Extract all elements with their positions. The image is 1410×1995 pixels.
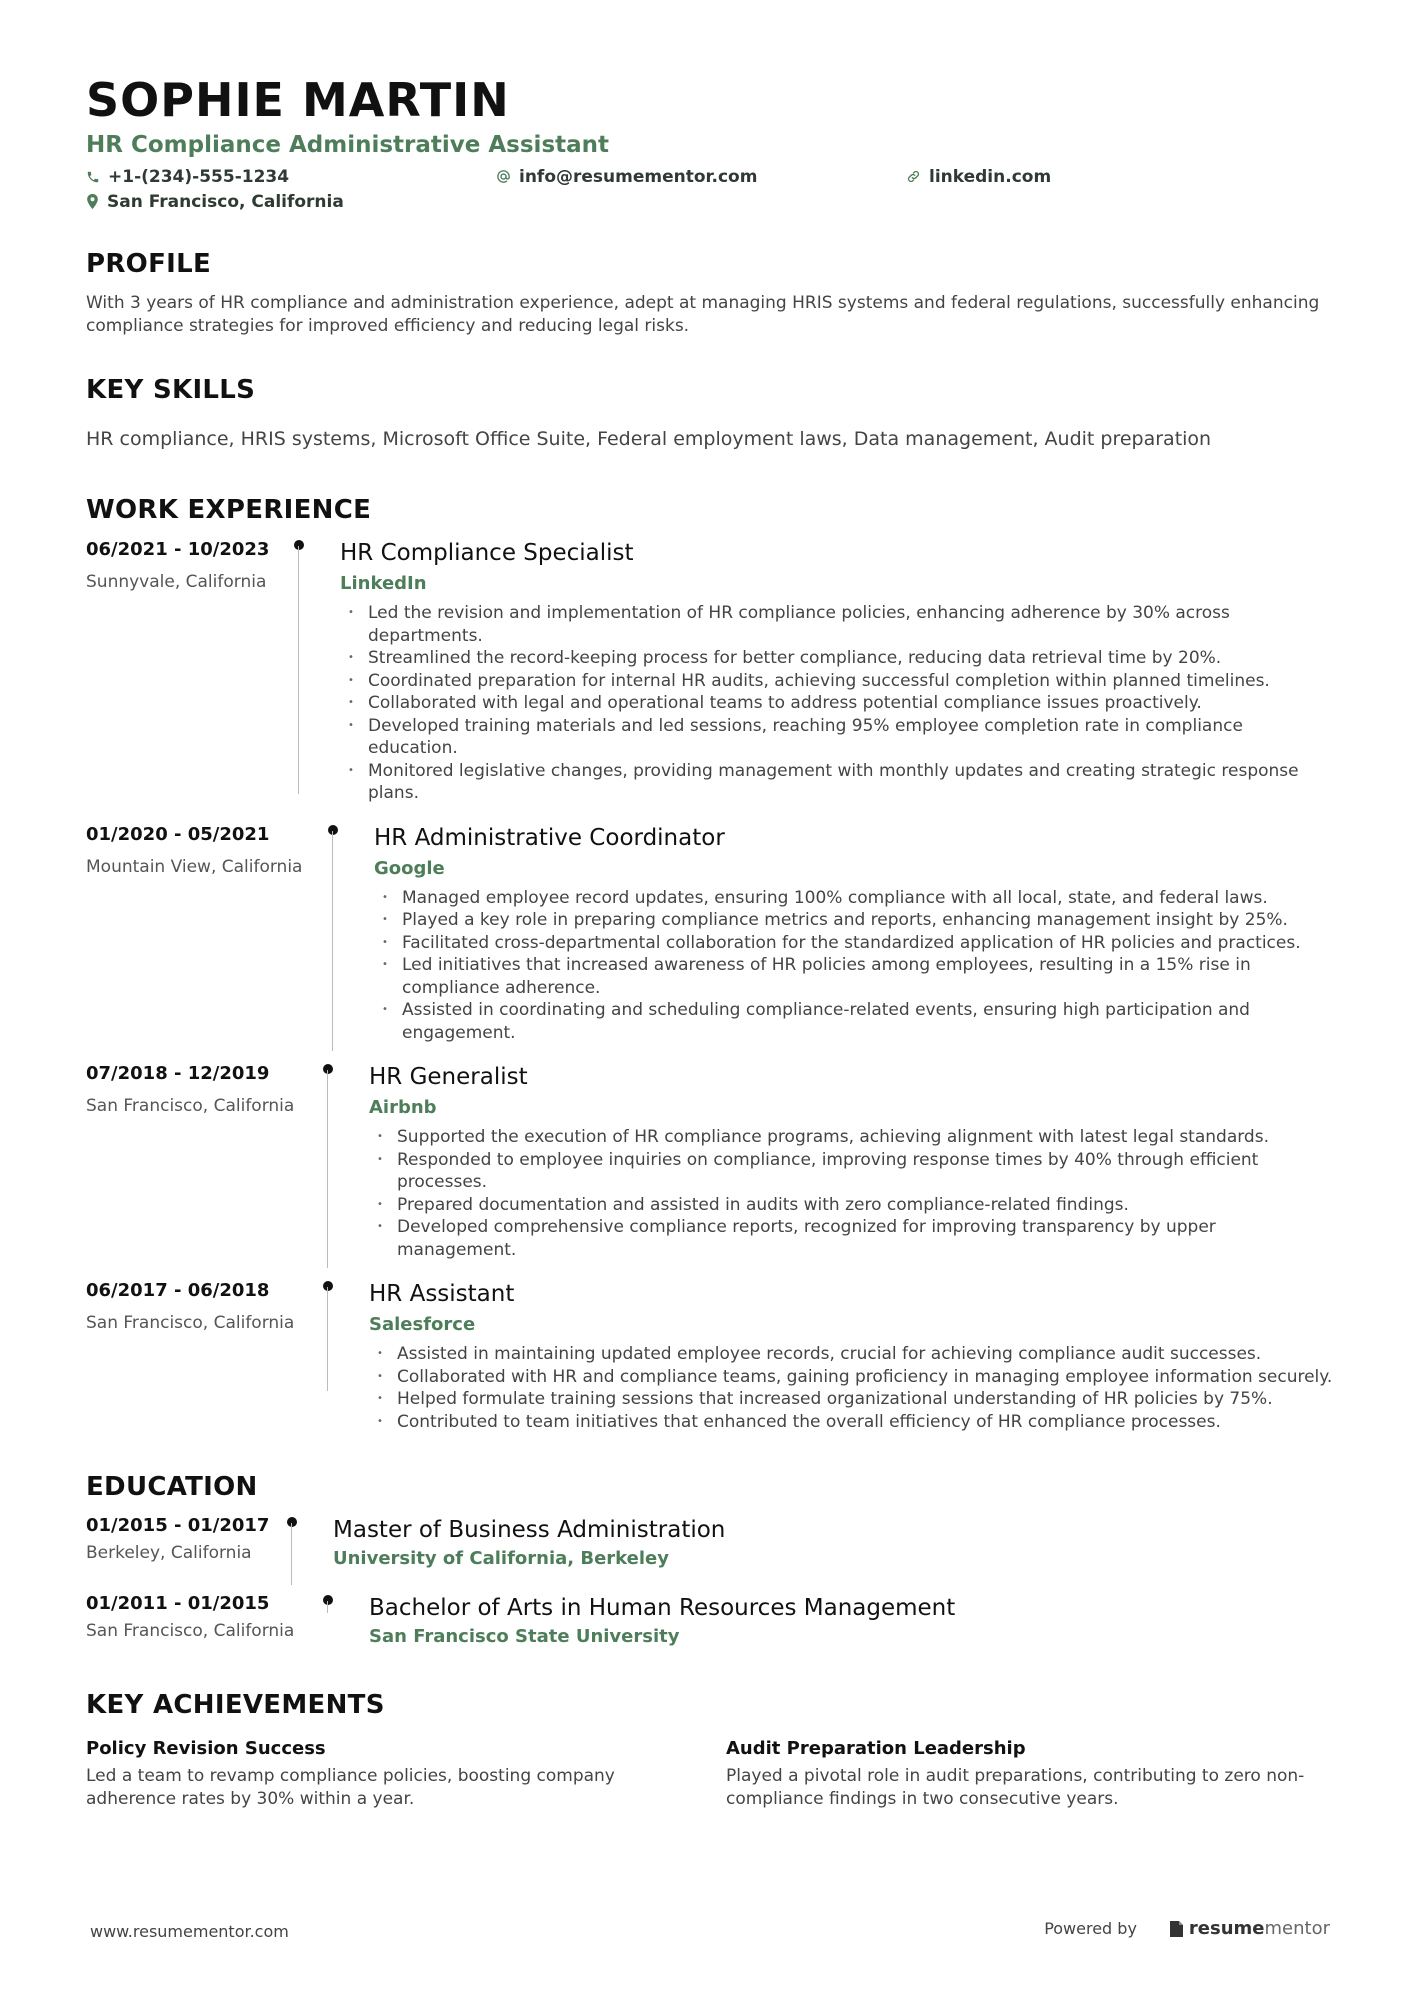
education-entry: [86, 1515, 1336, 1571]
job-bullets: [369, 1343, 1336, 1433]
timeline-dot: [287, 1517, 297, 1527]
achievement-item: [726, 1737, 1326, 1811]
job-meta: [86, 1279, 294, 1333]
achievement-item: [86, 1737, 726, 1811]
profile-text: With 3 years of HR compliance and administration experience, adept at managing HRIS systems and federal regulations, successfully enhancing compliance strategies for improved efficiency and reducing legal risks.: [86, 293, 1320, 336]
education-degree: Bachelor of Arts in Human Resources Management: [369, 1595, 956, 1621]
linkedin-text: linkedin.com: [929, 166, 1052, 187]
job-entry: [86, 538, 1336, 805]
job-location: San Francisco, California: [86, 1096, 295, 1116]
job-title: HR Compliance Specialist: [340, 540, 634, 566]
resumementor-brand[interactable]: [1167, 1918, 1330, 1939]
job-meta: [86, 823, 302, 877]
achievements-grid: [86, 1737, 1336, 1811]
education-school: University of California, Berkeley: [333, 1548, 669, 1569]
job-bullet: • Coordinated preparation for internal HR audits, achieving successful completion within planned timelines.: [340, 670, 1336, 693]
job-entry: [86, 1279, 1336, 1433]
education-entry: [86, 1593, 1336, 1649]
job-dates: 01/2020 - 05/2021: [86, 823, 270, 845]
job-bullet: • Streamlined the record-keeping process for better compliance, reducing data retrieval time by 20%.: [340, 647, 1336, 670]
achievement-text: Played a pivotal role in audit preparations, contributing to zero non-compliance findings in two consecutive years.: [726, 1766, 1305, 1809]
timeline-dot: [294, 540, 304, 550]
timeline-line: [327, 1287, 328, 1391]
contact-row: [86, 164, 1336, 214]
timeline-line: [298, 546, 299, 794]
job-meta: [86, 1062, 294, 1116]
brand-bold: resume: [1188, 1918, 1265, 1939]
education-degree: Master of Business Administration: [333, 1517, 726, 1543]
education-details: [369, 1593, 1336, 1649]
timeline-dot: [323, 1281, 333, 1291]
education-dates: 01/2011 - 01/2015: [86, 1593, 270, 1614]
education-details: [333, 1515, 1336, 1571]
skills-text: HR compliance, HRIS systems, Microsoft Office Suite, Federal employment laws, Data management, Audit preparation: [86, 428, 1212, 450]
job-bullets: [374, 887, 1336, 1045]
job-entry: [86, 1062, 1336, 1261]
job-bullet: • Developed comprehensive compliance reports, recognized for improving transparency by upper management.: [369, 1216, 1336, 1261]
job-bullet: • Developed training materials and led sessions, reaching 95% employee completion rate in compliance education.: [340, 715, 1336, 760]
job-bullet: • Led the revision and implementation of HR compliance policies, enhancing adherence by 30% across departments.: [340, 602, 1336, 647]
timeline-line: [291, 1523, 292, 1585]
experience-section: [86, 494, 1336, 1433]
contact-phone: [86, 164, 496, 189]
profile-title: PROFILE: [86, 249, 212, 279]
job-details: [369, 1279, 1336, 1433]
timeline-dot: [323, 1064, 333, 1074]
achievements-title: KEY ACHIEVEMENTS: [86, 1690, 385, 1720]
achievements-section: [86, 1689, 1336, 1811]
job-title: HR Assistant: [369, 1281, 515, 1307]
candidate-role: HR Compliance Administrative Assistant: [86, 132, 610, 158]
job-bullet: • Monitored legislative changes, providing management with monthly updates and creating strategic response plans.: [340, 760, 1336, 805]
job-bullet: • Led initiatives that increased awareness of HR policies among employees, resulting in a 15% rise in compliance adherence.: [374, 954, 1336, 999]
job-company: Airbnb: [369, 1097, 437, 1118]
job-company: LinkedIn: [340, 573, 427, 594]
job-location: San Francisco, California: [86, 1313, 295, 1333]
job-dates: 06/2021 - 10/2023: [86, 539, 270, 560]
education-meta: [86, 1593, 294, 1641]
contact-location: [86, 189, 496, 214]
job-bullet: • Managed employee record updates, ensuring 100% compliance with all local, state, and federal laws.: [374, 887, 1336, 910]
brand-light: mentor: [1264, 1918, 1330, 1939]
experience-title: WORK EXPERIENCE: [86, 495, 372, 525]
job-dates: 06/2017 - 06/2018: [86, 1280, 270, 1301]
job-company: Google: [374, 857, 445, 879]
footer: [90, 1918, 1330, 1948]
resumementor-logo-icon: [1167, 1919, 1185, 1939]
job-company: Salesforce: [369, 1314, 476, 1335]
job-bullet: • Assisted in maintaining updated employee records, crucial for achieving compliance audit successes.: [369, 1343, 1336, 1366]
achievement-title: Audit Preparation Leadership: [726, 1738, 1026, 1759]
link-icon: [906, 169, 921, 184]
job-location: Sunnyvale, California: [86, 572, 267, 592]
job-bullet: • Supported the execution of HR compliance programs, achieving alignment with latest legal standards.: [369, 1126, 1336, 1149]
job-meta: [86, 538, 269, 592]
skills-title: KEY SKILLS: [86, 375, 256, 405]
contact-linkedin[interactable]: [906, 164, 1316, 189]
email-text: info@resumementor.com: [519, 166, 758, 187]
powered-by-text: Powered by: [1044, 1919, 1137, 1938]
profile-section: [86, 248, 1336, 338]
job-bullet: • Assisted in coordinating and scheduling compliance-related events, ensuring high participation and engagement.: [374, 999, 1336, 1044]
location-text: San Francisco, California: [107, 191, 344, 212]
footer-site-link[interactable]: www.resumementor.com: [90, 1922, 289, 1941]
timeline-line: [327, 1601, 328, 1613]
resume-page: [86, 72, 1336, 1811]
skills-section: [86, 374, 1336, 450]
education-location: San Francisco, California: [86, 1621, 295, 1641]
job-bullet: • Played a key role in preparing compliance metrics and reports, enhancing management insight by 25%.: [374, 909, 1336, 932]
achievement-text: Led a team to revamp compliance policies, boosting company adherence rates by 30% within a year.: [86, 1766, 615, 1809]
timeline-line: [332, 831, 333, 1051]
timeline-dot: [323, 1595, 333, 1605]
job-bullet: • Contributed to team initiatives that enhanced the overall efficiency of HR compliance processes.: [369, 1411, 1336, 1434]
job-bullet: • Collaborated with legal and operational teams to address potential compliance issues proactively.: [340, 692, 1336, 715]
job-details: [340, 538, 1336, 805]
location-pin-icon: [86, 194, 99, 209]
job-bullet: • Collaborated with HR and compliance teams, gaining proficiency in managing employee information securely.: [369, 1366, 1336, 1389]
job-bullets: [369, 1126, 1336, 1261]
job-title: HR Generalist: [369, 1064, 528, 1090]
job-bullet: • Helped formulate training sessions that increased organizational understanding of HR policies by 75%.: [369, 1388, 1336, 1411]
education-school: San Francisco State University: [369, 1626, 680, 1647]
job-entry: [86, 823, 1336, 1045]
job-location: Mountain View, California: [86, 856, 303, 877]
education-title: EDUCATION: [86, 1472, 258, 1502]
achievement-title: Policy Revision Success: [86, 1738, 326, 1759]
education-location: Berkeley, California: [86, 1543, 252, 1563]
job-bullets: [340, 602, 1336, 805]
education-section: [86, 1471, 1336, 1649]
job-dates: 07/2018 - 12/2019: [86, 1063, 270, 1084]
education-meta: [86, 1515, 269, 1563]
timeline-line: [327, 1070, 328, 1268]
job-details: [369, 1062, 1336, 1261]
job-bullet: • Prepared documentation and assisted in audits with zero compliance-related findings.: [369, 1194, 1336, 1217]
timeline-dot: [328, 825, 338, 835]
job-bullet: • Responded to employee inquiries on compliance, improving response times by 40% through efficient processes.: [369, 1149, 1336, 1194]
candidate-name: SOPHIE MARTIN: [86, 73, 510, 127]
footer-branding: [1044, 1918, 1330, 1939]
phone-icon: [86, 170, 100, 184]
job-details: [374, 823, 1336, 1045]
contact-email[interactable]: [496, 164, 906, 189]
phone-text: +1-(234)-555-1234: [108, 166, 290, 187]
job-bullet: • Facilitated cross-departmental collaboration for the standardized application of HR policies and practices.: [374, 932, 1336, 955]
at-icon: [496, 169, 511, 184]
education-dates: 01/2015 - 01/2017: [86, 1515, 270, 1536]
job-title: HR Administrative Coordinator: [374, 824, 725, 851]
